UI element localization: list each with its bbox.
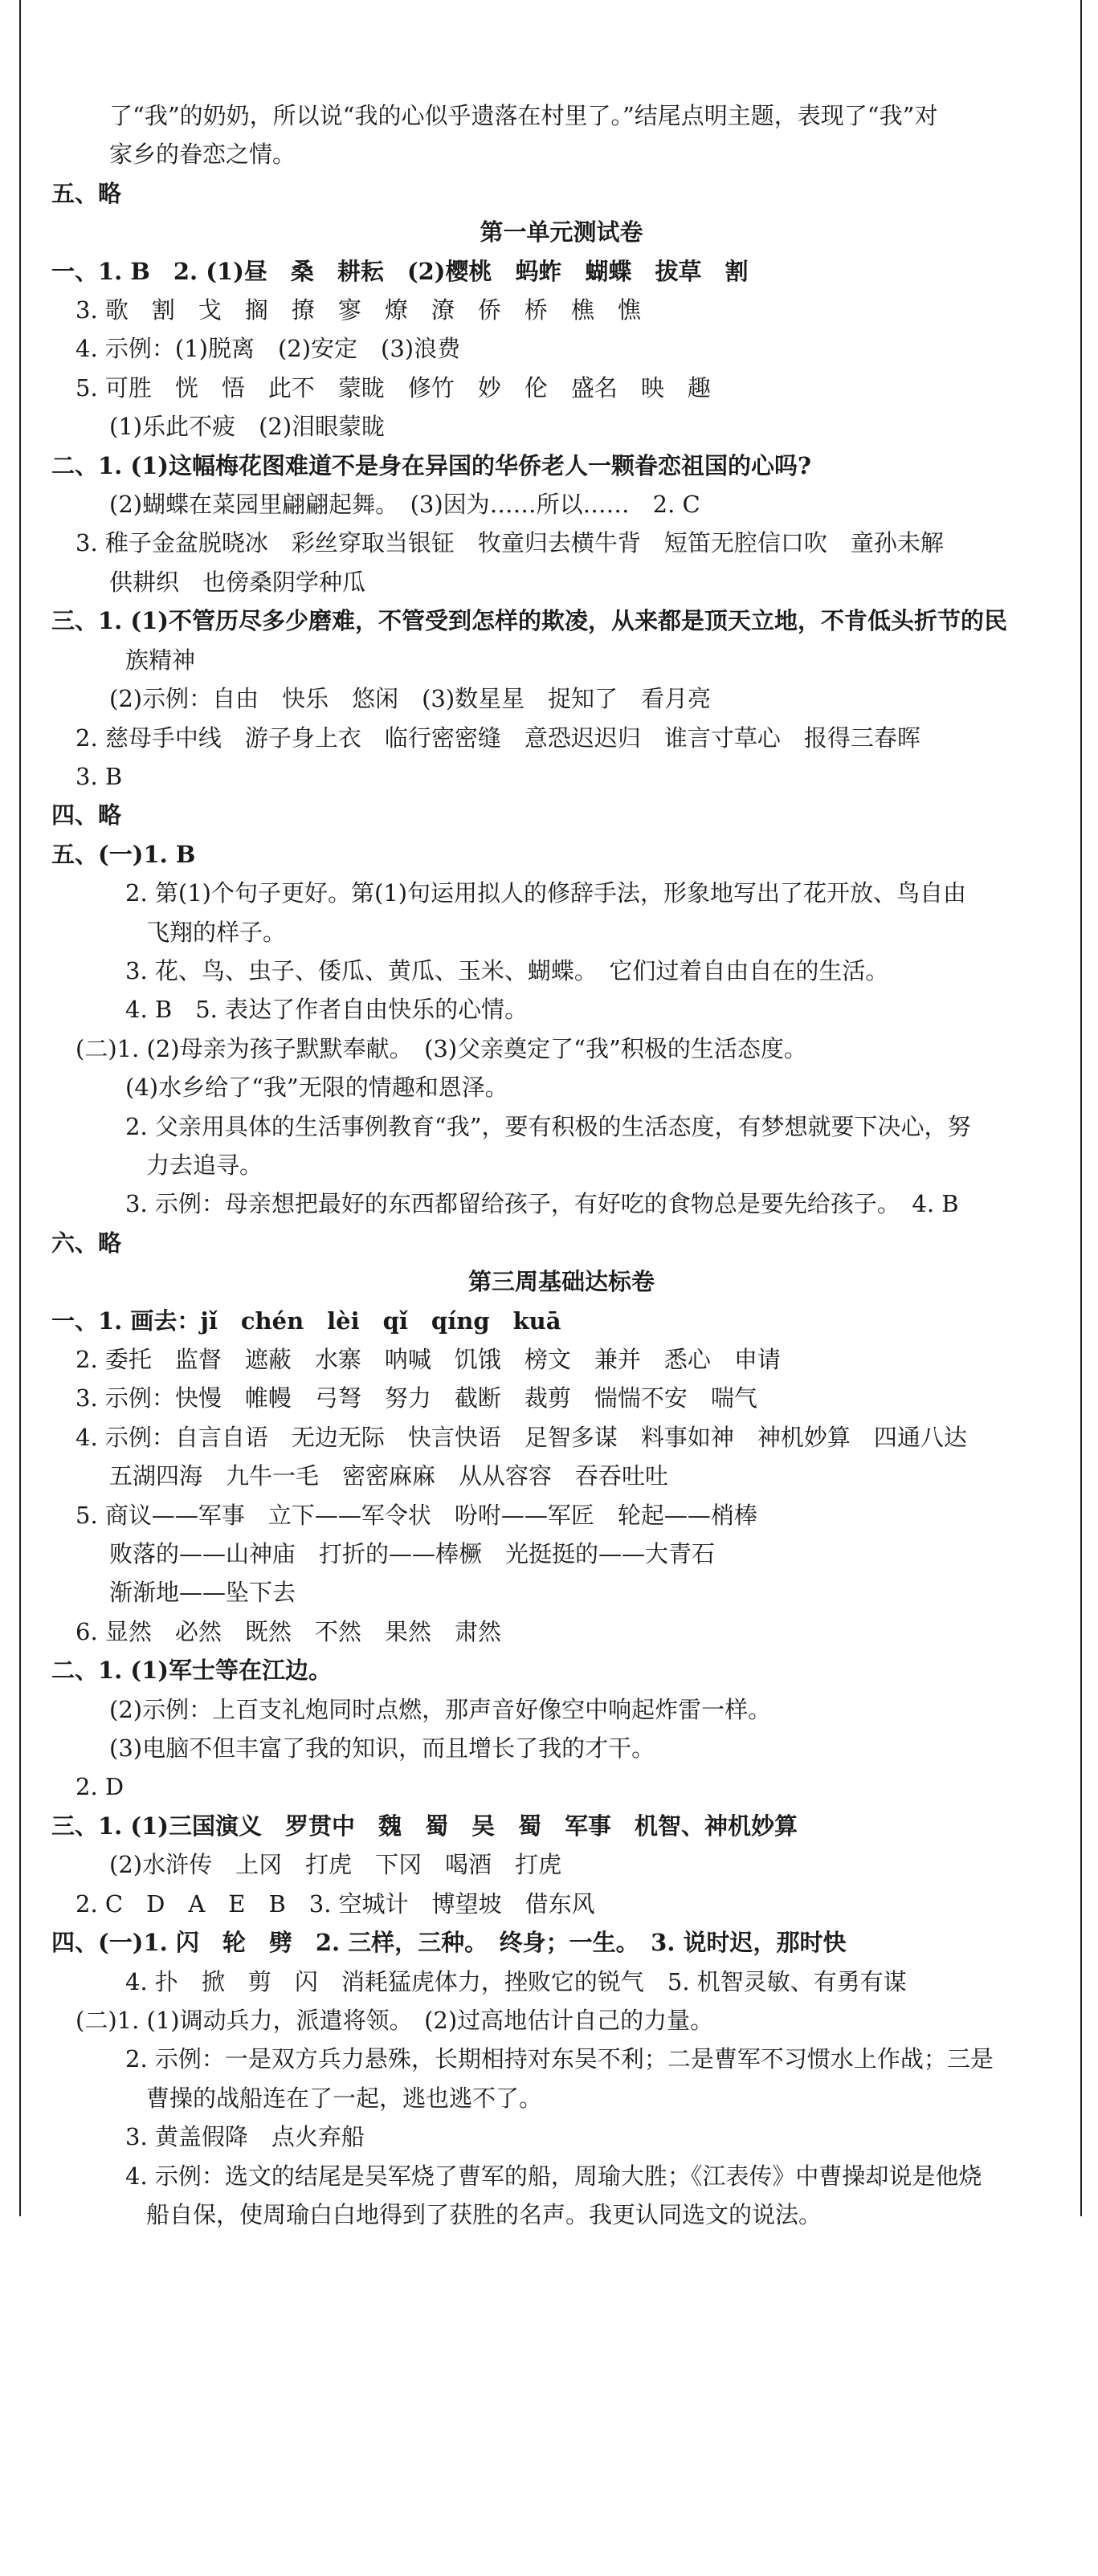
text-line: 2. 父亲用具体的生活事例教育“我”，要有积极的生活态度，有梦想就要下决心，努 — [125, 1112, 971, 1140]
text-line: 了“我”的奶奶，所以说“我的心似乎遗落在村里了。”结尾点明主题，表现了“我”对 — [109, 102, 938, 129]
text-line: 5. 商议——军事 立下——军令状 吩咐——军匠 轮起——梢棒 — [76, 1501, 757, 1529]
text-line: 3. B — [76, 762, 123, 790]
text-line: 4. 示例：选文的结尾是吴军烧了曹军的船，周瑜大胜；《江表传》中曹操却说是他烧 — [125, 2162, 982, 2190]
answer-content — [51, 96, 1071, 2234]
text-line: 4. 示例：自言自语 无边无际 快言快语 足智多谋 料事如神 神机妙算 四通八达 — [76, 1423, 967, 1451]
text-line: 3. 歌 割 戈 搁 撩 寥 燎 潦 侨 桥 樵 憔 — [76, 296, 641, 324]
question-line: 二、1. (1)军士等在江边。 — [51, 1657, 332, 1685]
question-line: 一、1. 画去：jǐ chén lèi qǐ qíng kuā — [51, 1306, 561, 1335]
text-line: 2. C D A E B 3. 空城计 博望坡 借东风 — [76, 1889, 595, 1918]
right-border-line — [1080, 0, 1082, 2216]
text-line: (2)蝴蝶在菜园里翩翩起舞。 (3)因为……所以…… 2. C — [109, 491, 700, 519]
text-line: (3)电脑不但丰富了我的知识，而且增长了我的才干。 — [109, 1734, 655, 1763]
text-line: (2)示例：上百支礼炮同时点燃，那声音好像空中响起炸雷一样。 — [109, 1695, 772, 1723]
text-line: 2. 第(1)个句子更好。第(1)句运用拟人的修辞手法，形象地写出了花开放、鸟自由 — [125, 879, 967, 907]
text-line: 3. 黄盖假降 点火弃船 — [125, 2123, 365, 2151]
text-line: 5. 可胜 恍 悟 此不 蒙眬 修竹 妙 伦 盛名 映 趣 — [76, 373, 711, 401]
question-line: 三、1. (1)三国演义 罗贯中 魏 蜀 吴 蜀 军事 机智、神机妙算 — [51, 1812, 798, 1840]
left-border-line — [19, 0, 21, 2216]
text-line: 供耕织 也傍桑阴学种瓜 — [109, 568, 366, 596]
question-line: 四、(一)1. 闪 轮 劈 2. 三样，三种。 终身；一生。 3. 说时迟，那时快 — [51, 1929, 847, 1957]
text-line: 3. 花、鸟、虫子、倭瓜、黄瓜、玉米、蝴蝶。 它们过着自由自在的生活。 — [125, 956, 889, 984]
unit-test-title: 第一单元测试卷 — [480, 218, 643, 247]
text-line: 4. B 5. 表达了作者自由快乐的心情。 — [125, 996, 529, 1024]
text-line: 3. 示例：母亲想把最好的东西都留给孩子，有好吃的食物总是要先给孩子。 4. B — [125, 1190, 959, 1218]
question-line: 三、1. (1)不管历尽多少磨难，不管受到怎样的欺凌，从来都是顶天立地，不肯低头折节的民 — [51, 607, 1007, 635]
text-line: 族精神 — [125, 646, 196, 674]
text-line: 2. 慈母手中线 游子身上衣 临行密密缝 意恐迟迟归 谁言寸草心 报得三春晖 — [76, 723, 920, 752]
text-line: (二)1. (2)母亲为孩子默默奉献。 (3)父亲奠定了“我”积极的生活态度。 — [76, 1034, 807, 1062]
text-line: (2)示例：自由 快乐 悠闲 (3)数星星 捉知了 看月亮 — [109, 685, 712, 713]
text-line: (4)水乡给了“我”无限的情趣和恩泽。 — [125, 1074, 508, 1102]
text-line: (二)1. (1)调动兵力，派遣将领。 (2)过高地估计自己的力量。 — [76, 2006, 714, 2034]
text-line: 4. 扑 掀 剪 闪 消耗猛虎体力，挫败它的锐气 5. 机智灵敏、有勇有谋 — [125, 1967, 907, 1995]
text-line: 船自保，使周瑜白白地得到了获胜的名声。我更认同选文的说法。 — [146, 2200, 822, 2228]
question-line: 二、1. (1)这幅梅花图难道不是身在异国的华侨老人一颗眷恋祖国的心吗? — [51, 451, 811, 479]
text-line: 4. 示例：(1)脱离 (2)安定 (3)浪费 — [76, 335, 461, 363]
text-line: 家乡的眷恋之情。 — [109, 141, 296, 169]
section-heading: 四、略 — [51, 801, 122, 829]
text-line: 2. D — [76, 1773, 124, 1801]
text-line: 五湖四海 九牛一毛 密密麻麻 从从容容 吞吞吐吐 — [109, 1462, 669, 1490]
section-heading: 五、略 — [51, 179, 122, 207]
text-line: 力去追寻。 — [146, 1151, 263, 1179]
question-line: 五、(一)1. B — [51, 840, 196, 868]
text-line: (1)乐此不疲 (2)泪眼蒙眬 — [109, 413, 386, 441]
text-line: 3. 稚子金盆脱晓冰 彩丝穿取当银钲 牧童归去横牛背 短笛无腔信口吹 童孙未解 — [76, 529, 944, 557]
section-heading: 六、略 — [51, 1229, 122, 1257]
text-line: 2. 委托 监督 遮蔽 水寨 呐喊 饥饿 榜文 兼并 悉心 申请 — [76, 1346, 781, 1373]
text-line: 6. 显然 必然 既然 不然 果然 肃然 — [76, 1617, 501, 1645]
weekly-test-title: 第三周基础达标卷 — [467, 1268, 655, 1296]
text-line: 3. 示例：快慢 帷幔 弓弩 努力 截断 裁剪 惴惴不安 喘气 — [76, 1384, 757, 1412]
text-line: 败落的——山神庙 打折的——棒橛 光挺挺的——大青石 — [109, 1540, 716, 1568]
text-line: 曹操的战船连在了一起，逃也逃不了。 — [146, 2084, 543, 2112]
text-line: (2)水浒传 上冈 打虎 下冈 喝酒 打虎 — [109, 1851, 562, 1879]
text-line: 渐渐地——坠下去 — [109, 1579, 296, 1607]
text-line: 飞翔的样子。 — [146, 918, 287, 946]
question-line: 一、1. B 2. (1)昼 桑 耕耘 (2)樱桃 蚂蚱 蝴蝶 拔草 割 — [51, 257, 749, 285]
text-line: 2. 示例：一是双方兵力悬殊，长期相持对东吴不利；二是曹军不习惯水上作战；三是 — [125, 2045, 994, 2073]
